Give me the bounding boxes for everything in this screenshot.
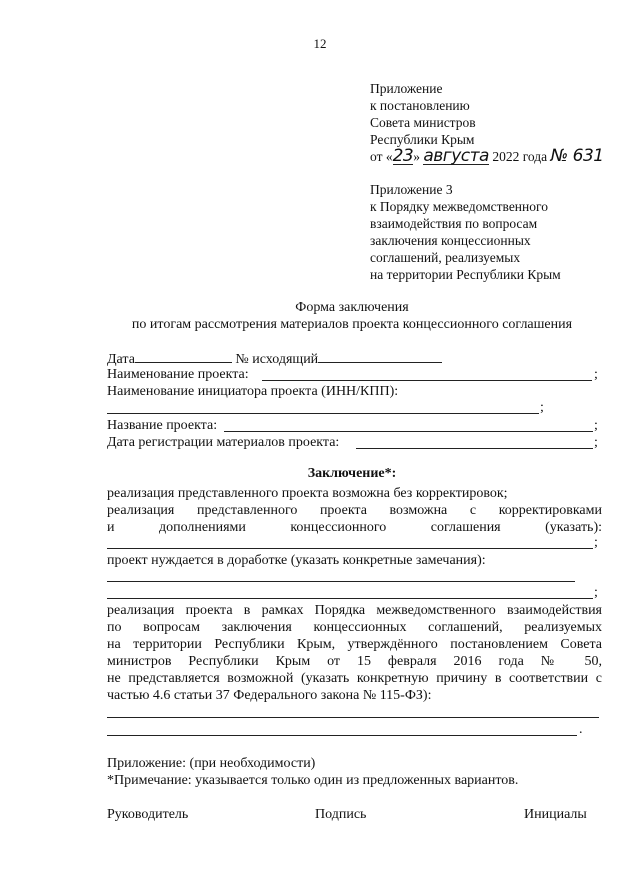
- semicolon: ;: [594, 435, 598, 450]
- form-title: [0, 299, 640, 333]
- project-name-label: Наименование проекта:: [107, 367, 249, 382]
- registration-date-blank: [356, 448, 593, 449]
- option-not-possible-line: по вопросам заключения концессионных соглашений, реализуемых: [107, 620, 602, 635]
- option-with-corrections-line: и дополнениями концессионного соглашения (указать):: [107, 520, 602, 535]
- date-mid: »: [413, 149, 424, 164]
- option-not-possible-line: на территории Республики Крым, утверждённого постановлением Совета: [107, 637, 602, 652]
- option-no-corrections: реализация представленного проекта возможна без корректировок;: [107, 486, 508, 501]
- registration-date-label: Дата регистрации материалов проекта:: [107, 435, 340, 450]
- project-name-blank: [262, 380, 592, 381]
- resolution-date-line: [370, 148, 604, 165]
- year-text: 2022 года: [488, 149, 551, 164]
- option-with-corrections-line: реализация представленного проекта возможна с корректировками: [107, 503, 602, 518]
- conclusion-heading: Заключение*:: [307, 466, 397, 481]
- resolution-appendix-header: [370, 80, 604, 165]
- header2-line: Приложение 3: [370, 182, 453, 197]
- handwritten-number: № 631: [550, 146, 604, 166]
- signature-label: Подпись: [315, 807, 367, 822]
- header1-line3: Совета министров: [370, 115, 476, 130]
- semicolon: ;: [540, 400, 544, 415]
- option-not-possible-line: не представляется возможной (указать конкретную причину в соответствии с: [107, 671, 602, 686]
- period: .: [579, 722, 583, 737]
- date-blank: [135, 350, 232, 363]
- header2-line: соглашений, реализуемых: [370, 250, 521, 265]
- reason-blank: [107, 717, 599, 718]
- header1-line2: к постановлению: [370, 98, 470, 113]
- corrections-blank: [107, 548, 593, 549]
- footnote: *Примечание: указывается только один из предложенных вариантов.: [107, 773, 519, 788]
- procedure-appendix-header: [370, 181, 561, 283]
- date-prefix: от «: [370, 149, 393, 164]
- initiator-blank: [107, 413, 539, 414]
- handwritten-day: 23: [392, 146, 414, 166]
- remarks-blank: [107, 581, 575, 582]
- header2-line: заключения концессионных: [370, 233, 531, 248]
- page-number: 12: [313, 36, 327, 51]
- semicolon: ;: [594, 418, 598, 433]
- date-and-outgoing-row: [107, 350, 442, 368]
- project-title-blank: [224, 431, 593, 432]
- option-not-possible-line: министров Республики Крым от 15 февраля 2016 года № 50,: [107, 654, 602, 669]
- semicolon: ;: [594, 367, 598, 382]
- initials-label: Инициалы: [524, 807, 587, 822]
- head-signature-label: Руководитель: [107, 807, 189, 822]
- header2-line: взаимодействия по вопросам: [370, 216, 538, 231]
- option-needs-revision: проект нуждается в доработке (указать конкретные замечания):: [107, 553, 486, 568]
- header1-line1: Приложение: [370, 81, 443, 96]
- header2-line: к Порядку межведомственного: [370, 199, 548, 214]
- initiator-label: Наименование инициатора проекта (ИНН/КПП):: [107, 384, 399, 399]
- handwritten-month: августа: [423, 146, 489, 166]
- semicolon: ;: [594, 535, 598, 550]
- header1-line4: Республики Крым: [370, 132, 475, 147]
- form-title-line1: Форма заключения: [295, 300, 409, 315]
- outgoing-number-blank: [318, 350, 442, 363]
- outgoing-number-label: № исходящий: [235, 352, 319, 367]
- reason-blank: [107, 735, 577, 736]
- form-title-line2: по итогам рассмотрения материалов проекта концессионного соглашения: [131, 317, 573, 332]
- header2-line: на территории Республики Крым: [370, 267, 561, 282]
- appendix-note: Приложение: (при необходимости): [107, 756, 316, 771]
- option-not-possible-line: реализация проекта в рамках Порядка межведомственного взаимодействия: [107, 603, 602, 618]
- date-label: Дата: [107, 352, 135, 367]
- option-not-possible-line: частью 4.6 статьи 37 Федерального закона № 115-ФЗ):: [107, 688, 432, 703]
- semicolon: ;: [594, 585, 598, 600]
- remarks-blank: [107, 598, 593, 599]
- project-title-label: Название проекта:: [107, 418, 218, 433]
